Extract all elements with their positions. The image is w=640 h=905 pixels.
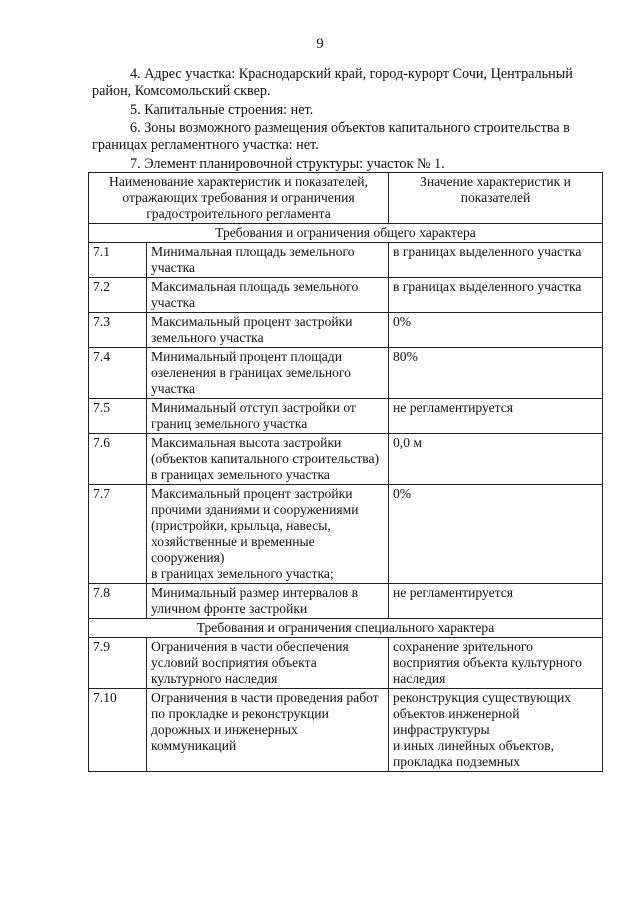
row-number: 7.5	[89, 399, 147, 434]
row-number: 7.7	[89, 485, 147, 584]
paragraph-address	[92, 66, 612, 99]
section-title: Требования и ограничения общего характера	[89, 224, 603, 243]
row-characteristic: Максимальная высота застройки (объектов капитального строительства) в границах земельного участка	[147, 434, 389, 485]
table-row	[89, 313, 603, 348]
paragraph-structure	[92, 156, 612, 173]
table-row	[89, 348, 603, 399]
row-characteristic: Минимальная площадь земельного участка	[147, 243, 389, 278]
table-row	[89, 278, 603, 313]
table-row	[89, 584, 603, 619]
row-number: 7.6	[89, 434, 147, 485]
table-row	[89, 485, 603, 584]
row-characteristic: Максимальная площадь земельного участка	[147, 278, 389, 313]
paragraph-buildings	[92, 102, 612, 119]
row-number: 7.10	[89, 689, 147, 772]
header-values: Значение характеристик и показателей	[389, 173, 603, 224]
row-value: не регламентируется	[389, 399, 603, 434]
row-characteristic: Ограничения в части обеспечения условий восприятия объекта культурного наследия	[147, 638, 389, 689]
row-characteristic: Минимальный процент площади озеленения в границах земельного участка	[147, 348, 389, 399]
header-characteristics: Наименование характеристик и показателей, отражающих требования и ограничения градостроительного регламента	[89, 173, 389, 224]
row-number: 7.2	[89, 278, 147, 313]
paragraph-zones	[92, 120, 612, 153]
row-number: 7.4	[89, 348, 147, 399]
paragraph-buildings-text: 5. Капитальные строения: нет.	[130, 102, 314, 118]
section-title: Требования и ограничения специального характера	[89, 619, 603, 638]
row-value: в границах выделенного участка	[389, 243, 603, 278]
row-value: 0%	[389, 313, 603, 348]
row-characteristic: Ограничения в части проведения работ по прокладке и реконструкции дорожных и инженерных коммуникаций	[147, 689, 389, 772]
section-row	[89, 619, 603, 638]
row-value: 0,0 м	[389, 434, 603, 485]
table-row	[89, 243, 603, 278]
table-row	[89, 399, 603, 434]
table-row	[89, 434, 603, 485]
row-characteristic: Минимальный отступ застройки от границ земельного участка	[147, 399, 389, 434]
row-value: 80%	[389, 348, 603, 399]
page-number: 9	[316, 36, 324, 52]
row-value: в границах выделенного участка	[389, 278, 603, 313]
row-number: 7.8	[89, 584, 147, 619]
paragraph-structure-text: 7. Элемент планировочной структуры: участок № 1.	[130, 156, 445, 172]
row-value: 0%	[389, 485, 603, 584]
table-body	[89, 224, 603, 772]
row-number: 7.1	[89, 243, 147, 278]
row-number: 7.9	[89, 638, 147, 689]
table-header-row	[89, 173, 603, 224]
table-row	[89, 638, 603, 689]
row-number: 7.3	[89, 313, 147, 348]
row-characteristic: Максимальный процент застройки земельного участка	[147, 313, 389, 348]
regulation-table	[88, 172, 603, 772]
row-characteristic: Максимальный процент застройки прочими зданиями и сооружениями (пристройки, крыльца, навесы, хозяйственные и временные сооружения) в границах земельного участка;	[147, 485, 389, 584]
row-value: реконструкция существующих объектов инженерной инфраструктуры и иных линейных объектов, прокладка подземных	[389, 689, 603, 772]
row-value: сохранение зрительного восприятия объекта культурного наследия	[389, 638, 603, 689]
row-characteristic: Минимальный размер интервалов в уличном фронте застройки	[147, 584, 389, 619]
row-value: не регламентируется	[389, 584, 603, 619]
paragraph-zones-text: 6. Зоны возможного размещения объектов капитального строительства в границах регламентного участка: нет.	[92, 120, 570, 153]
paragraph-address-text: 4. Адрес участка: Краснодарский край, город-курорт Сочи, Центральный район, Комсомольский сквер.	[92, 66, 573, 99]
section-row	[89, 224, 603, 243]
table-row	[89, 689, 603, 772]
